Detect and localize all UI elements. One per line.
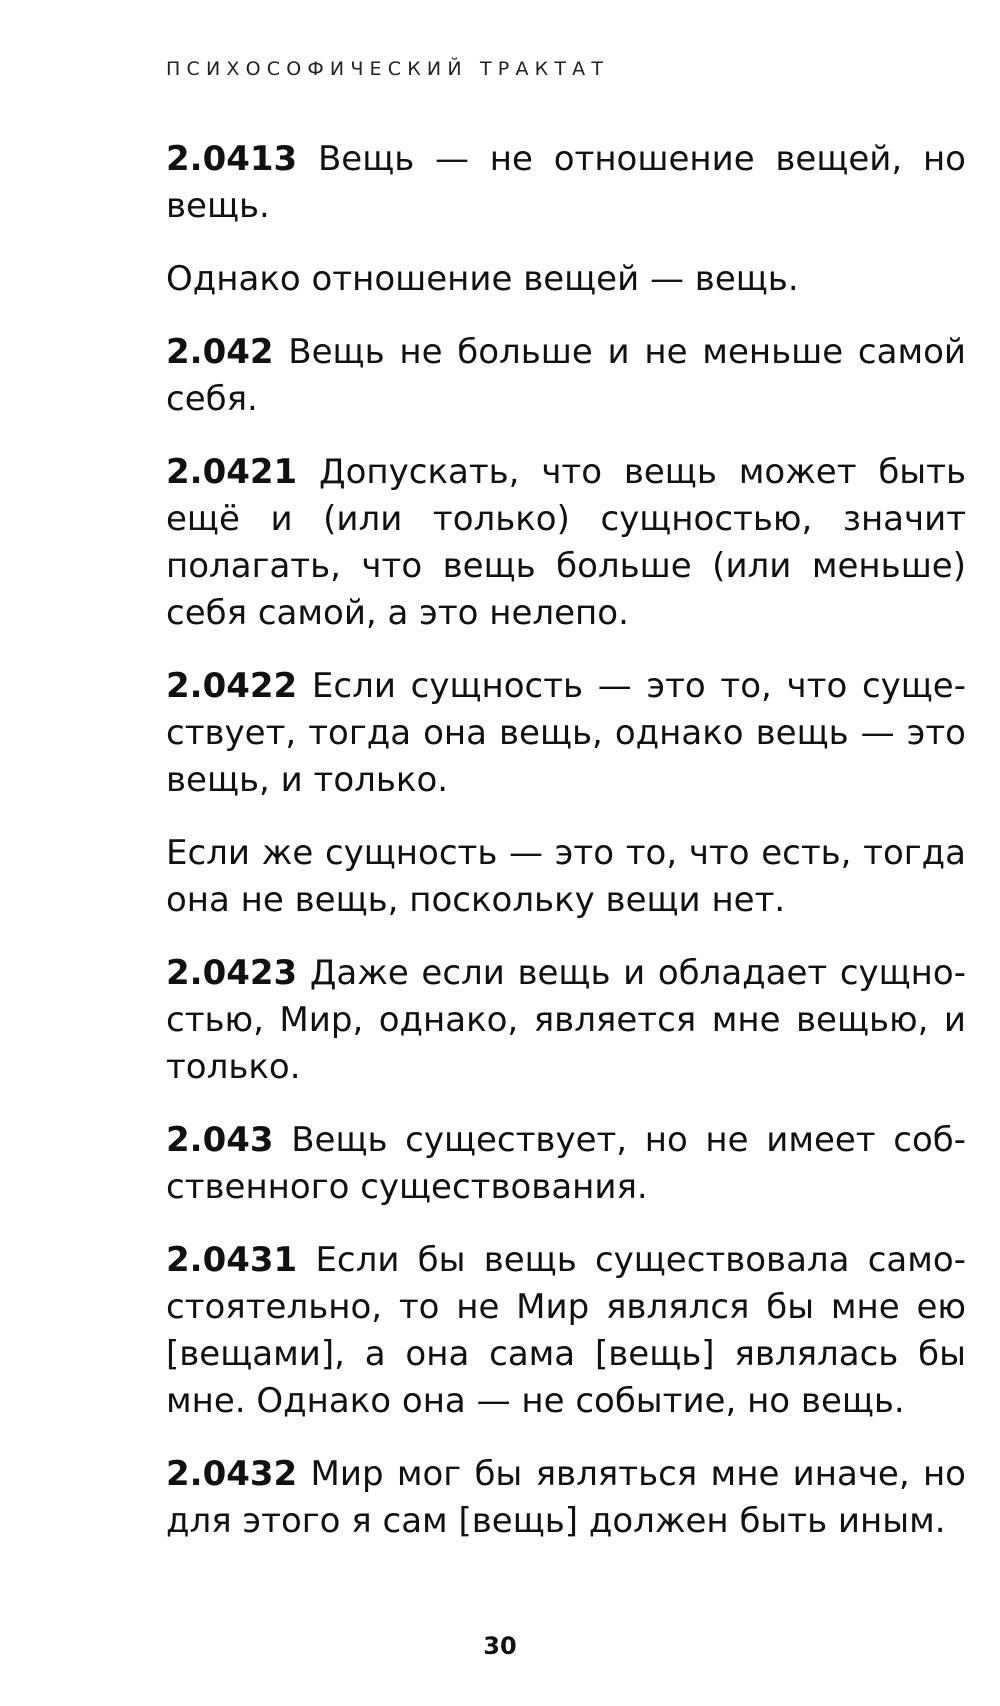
page-number: 30 bbox=[483, 1632, 517, 1660]
paragraph-text: Вещь — не отношение вещей, но вещь. bbox=[166, 139, 966, 226]
paragraph-number: 2.0421 bbox=[166, 452, 298, 492]
paragraph bbox=[166, 136, 966, 230]
running-header: ПСИХОСОФИЧЕСКИЙ ТРАКТАТ bbox=[166, 58, 610, 80]
paragraph-text: Допускать, что вещь может быть ещё и (или только) сущностью, значит полагать, что вещь больше (или меньше) себя самой, а это нелепо. bbox=[166, 452, 966, 633]
paragraph-text: Если бы вещь существовала самостоятельно, то не Мир являлся бы мне ею [вещами], а она сама [вещь] являлась бы мне. Однако она — не событие, но вещь. bbox=[166, 1240, 966, 1421]
paragraph-number: 2.0431 bbox=[166, 1240, 298, 1280]
paragraph bbox=[166, 830, 966, 924]
paragraph bbox=[166, 449, 966, 637]
paragraph-text: Даже если вещь и обладает сущностью, Мир, однако, является мне вещью, и только. bbox=[166, 953, 966, 1087]
paragraph-text: Если же сущность — это то, что есть, тогда она не вещь, поскольку вещи нет. bbox=[166, 833, 966, 920]
paragraph bbox=[166, 950, 966, 1091]
body-text bbox=[166, 136, 966, 1571]
paragraph-text: Однако отношение вещей — вещь. bbox=[166, 259, 799, 299]
paragraph bbox=[166, 329, 966, 423]
paragraph-text: Вещь не больше и не меньше самой себя. bbox=[166, 332, 966, 419]
paragraph-text: Если сущность — это то, что существует, тогда она вещь, однако вещь — это вещь, и только. bbox=[166, 666, 966, 800]
paragraph-number: 2.0432 bbox=[166, 1454, 298, 1494]
paragraph bbox=[166, 1117, 966, 1211]
paragraph-number: 2.0413 bbox=[166, 139, 298, 179]
paragraph-number: 2.042 bbox=[166, 332, 274, 372]
paragraph-number: 2.0422 bbox=[166, 666, 298, 706]
paragraph-text: Мир мог бы являться мне иначе, но для этого я сам [вещь] должен быть иным. bbox=[166, 1454, 966, 1541]
paragraph-number: 2.043 bbox=[166, 1120, 274, 1160]
paragraph bbox=[166, 256, 966, 303]
paragraph bbox=[166, 1237, 966, 1425]
paragraph bbox=[166, 1451, 966, 1545]
paragraph-text: Вещь существует, но не имеет собственного существования. bbox=[166, 1120, 966, 1207]
paragraph bbox=[166, 663, 966, 804]
paragraph-number: 2.0423 bbox=[166, 953, 298, 993]
